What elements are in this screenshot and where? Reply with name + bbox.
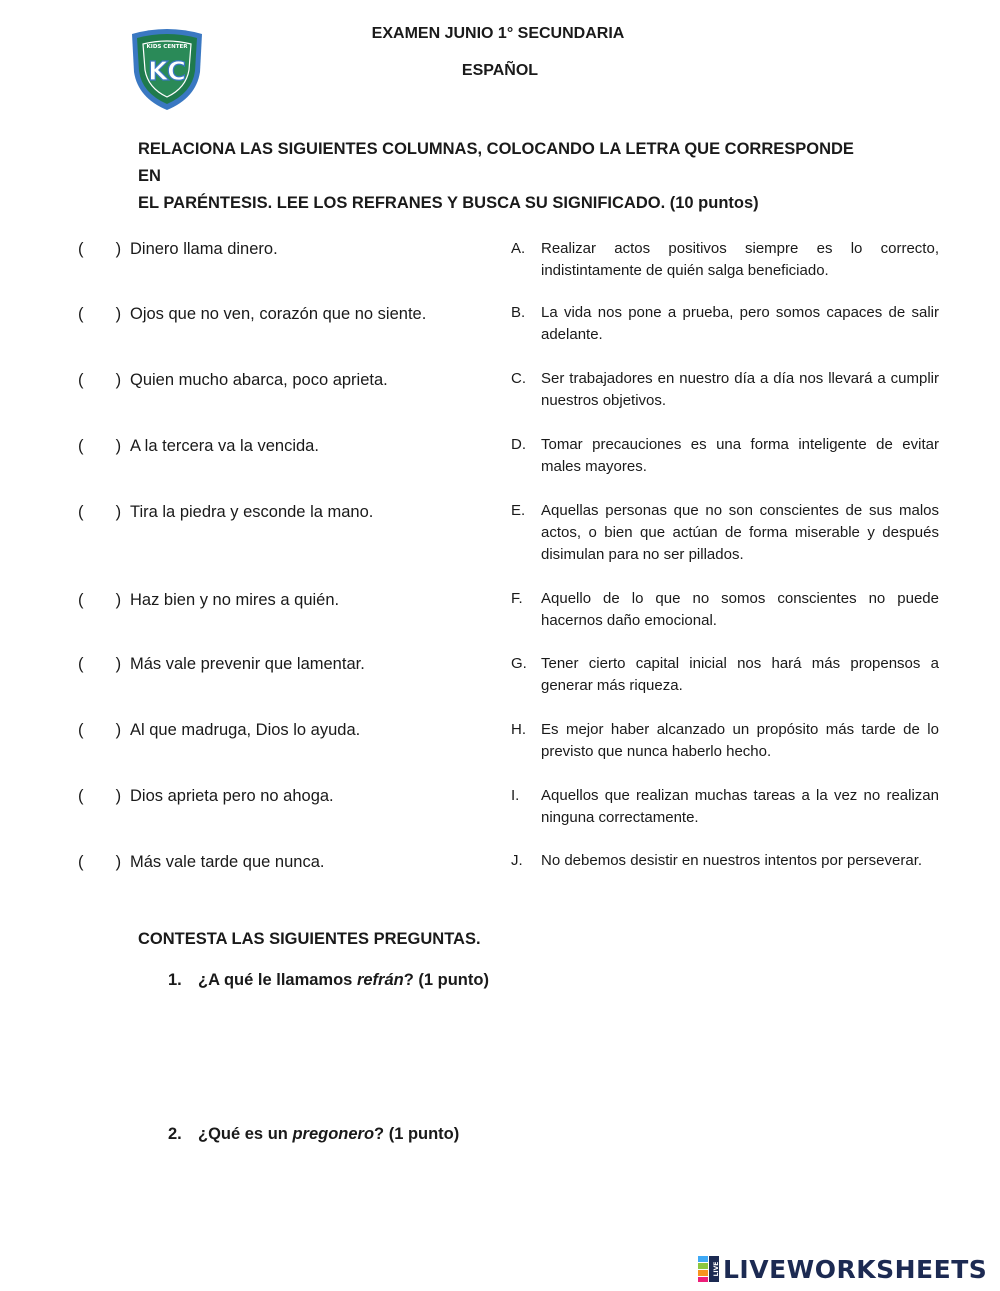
meaning-letter: C. (511, 370, 526, 387)
liveworksheets-watermark (698, 1254, 987, 1284)
paren-close: ) (115, 240, 122, 258)
answer-blank[interactable] (78, 784, 130, 809)
meaning-text: Aquellas personas que no son conscientes de sus malos actos, o bien que actúan de forma miserable y después disimulan para no ser pillados. (541, 502, 939, 563)
meaning-letter: H. (511, 721, 526, 738)
paren-open: ( (78, 591, 84, 609)
answer-blank[interactable] (78, 237, 130, 262)
meaning-text: Es mejor haber alcanzado un propósito más tarde de lo previsto que nunca haberlo hecho. (541, 721, 939, 760)
meaning-letter: G. (511, 655, 527, 672)
paren-open: ( (78, 787, 84, 805)
watermark-text: LIVEWORKSHEETS (723, 1254, 988, 1284)
answer-blank[interactable] (78, 588, 130, 613)
proverb-text: Haz bien y no mires a quién. (130, 591, 340, 609)
proverb-item (78, 434, 428, 459)
paren-open: ( (78, 240, 84, 258)
meaning-item (511, 368, 939, 412)
paren-close: ) (115, 853, 122, 871)
question-2 (168, 1125, 459, 1144)
logo-ring-text: KIDS CENTER (146, 44, 188, 50)
paren-open: ( (78, 503, 84, 521)
question-number: 2. (168, 1125, 182, 1143)
proverb-item (78, 302, 428, 327)
proverb-item (78, 652, 428, 677)
proverb-text: Quien mucho abarca, poco aprieta. (130, 371, 388, 389)
proverb-item (78, 368, 428, 393)
proverb-item (78, 718, 428, 743)
meaning-item (511, 850, 939, 872)
paren-open: ( (78, 655, 84, 673)
answer-blank[interactable] (78, 368, 130, 393)
question-text-after: ? (1 punto) (403, 971, 489, 989)
answer-blank[interactable] (78, 718, 130, 743)
meaning-text: Aquellos que realizan muchas tareas a la vez no realizan ninguna correctamente. (541, 787, 939, 826)
meaning-text: Ser trabajadores en nuestro día a día nos llevará a cumplir nuestros objetivos. (541, 370, 939, 409)
question-text-after: ? (1 punto) (374, 1125, 460, 1143)
section1-instructions (138, 136, 878, 217)
paren-close: ) (115, 655, 122, 673)
question-keyword: refrán (356, 971, 404, 989)
paren-open: ( (78, 721, 84, 739)
paren-close: ) (115, 787, 122, 805)
meaning-item (511, 785, 939, 829)
meaning-letter: A. (511, 240, 526, 257)
proverb-text: Ojos que no ven, corazón que no siente. (130, 305, 427, 323)
section2-title: CONTESTA LAS SIGUIENTES PREGUNTAS. (138, 930, 481, 948)
paren-open: ( (78, 371, 84, 389)
proverb-item (78, 784, 428, 809)
meaning-text: No debemos desistir en nuestros intentos por perseverar. (541, 852, 923, 869)
meaning-text: La vida nos pone a prueba, pero somos capaces de salir adelante. (541, 304, 939, 343)
question-text-before: ¿A qué le llamamos (198, 971, 357, 989)
paren-close: ) (115, 721, 122, 739)
meaning-item (511, 302, 939, 346)
meaning-letter: D. (511, 436, 526, 453)
proverb-item (78, 500, 428, 525)
question-1 (168, 971, 489, 990)
liveworksheets-badge-icon (698, 1256, 720, 1282)
exam-title: EXAMEN JUNIO 1° SECUNDARIA (371, 25, 625, 42)
meaning-text: Tener cierto capital inicial nos hará más propensos a generar más riqueza. (541, 655, 939, 694)
proverb-text: Al que madruga, Dios lo ayuda. (130, 721, 361, 739)
proverb-text: Dinero llama dinero. (130, 240, 278, 258)
logo-monogram: KC (147, 57, 187, 87)
question-number: 1. (168, 971, 182, 989)
proverb-text: A la tercera va la vencida. (130, 437, 319, 455)
paren-close: ) (115, 437, 122, 455)
answer-blank[interactable] (78, 434, 130, 459)
proverb-text: Tira la piedra y esconde la mano. (130, 503, 374, 521)
paren-open: ( (78, 305, 84, 323)
meaning-item (511, 434, 939, 478)
proverb-item (78, 850, 428, 875)
proverb-text: Más vale tarde que nunca. (130, 853, 325, 871)
question-text-before: ¿Qué es un (198, 1125, 293, 1143)
meaning-text: Realizar actos positivos siempre es lo correcto, indistintamente de quién salga beneficiado. (541, 240, 939, 279)
answer-blank[interactable] (78, 500, 130, 525)
proverb-item (78, 237, 428, 262)
answer-blank[interactable] (78, 850, 130, 875)
answer-blank[interactable] (78, 652, 130, 677)
paren-close: ) (115, 371, 122, 389)
meaning-item (511, 238, 939, 282)
paren-close: ) (115, 305, 122, 323)
answer-blank[interactable] (78, 302, 130, 327)
meaning-item (511, 588, 939, 632)
proverb-item (78, 588, 428, 613)
proverb-text: Más vale prevenir que lamentar. (130, 655, 365, 673)
meaning-item (511, 653, 939, 697)
meaning-item (511, 500, 939, 566)
proverb-text: Dios aprieta pero no ahoga. (130, 787, 334, 805)
meaning-item (511, 719, 939, 763)
subject-title: ESPAÑOL (461, 62, 539, 79)
instructions-line-1: RELACIONA LAS SIGUIENTES COLUMNAS, COLOCANDO LA LETRA QUE CORRESPONDE EN (138, 140, 854, 185)
meaning-letter: E. (511, 502, 526, 519)
svg-text:LIVE: LIVE (713, 1261, 720, 1277)
meaning-text: Tomar precauciones es una forma inteligente de evitar males mayores. (541, 436, 939, 475)
meaning-text: Aquello de lo que no somos conscientes no puede hacernos daño emocional. (541, 590, 939, 629)
meaning-letter: J. (511, 852, 523, 869)
question-keyword: pregonero (292, 1125, 375, 1143)
meaning-letter: B. (511, 304, 526, 321)
paren-close: ) (115, 503, 122, 521)
paren-close: ) (115, 591, 122, 609)
meaning-letter: F. (511, 590, 523, 607)
instructions-line-2: EL PARÉNTESIS. LEE LOS REFRANES Y BUSCA SU SIGNIFICADO. (10 puntos) (138, 194, 759, 212)
paren-open: ( (78, 853, 84, 871)
meaning-letter: I. (511, 787, 520, 804)
paren-open: ( (78, 437, 84, 455)
